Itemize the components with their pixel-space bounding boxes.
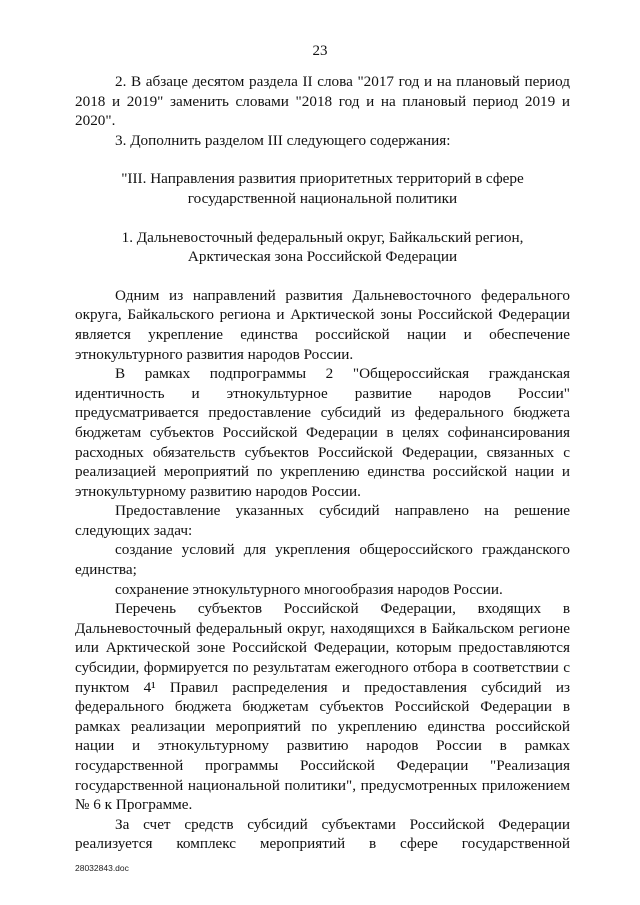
page-number: 23 (312, 43, 328, 59)
document-body (75, 72, 570, 854)
subsection-heading-line-2: Арктическая зона Российской Федерации (187, 248, 458, 266)
body-paragraph: Перечень субъектов Российской Федерации, входящих в Дальневосточный федеральный округ, находящихся в Байкальском регионе или Арктической зоне Российской Федерации, которым предоставляются субсидии, формируется по результатам ежегодного отбора в соответствии с пунктом 4¹ Правил распределения и предоставления субсидий из федерального бюджета бюджетам субъектов Российской Федерации в рамках реализации мероприятий по укреплению единства российской нации и этнокультурному развитию народов России в рамках государственной программы Российской Федерации "Реализация государственной национальной политики", предусмотренных приложением № 6 к Программе. (75, 600, 570, 814)
task-item: создание условий для укрепления общероссийского гражданского единства; (75, 541, 570, 579)
section-heading-line-1: "III. Направления развития приоритетных территорий в сфере (121, 170, 524, 188)
body-paragraph: В рамках подпрограммы 2 "Общероссийская гражданская идентичность и этнокультурное развитие народов России" предусматривается предоставление субсидий из федерального бюджета бюджетам субъектов Российской Федерации в целях софинансирования расходных обязательств субъектов Российской Федерации, связанных с реализацией мероприятий по укреплению единства российской нации и этнокультурному развитию народов России. (75, 365, 570, 500)
section-heading-line-2: государственной национальной политики (187, 189, 458, 207)
amendment-paragraph-3: 3. Дополнить разделом III следующего содержания: (115, 131, 451, 149)
body-paragraph: Предоставление указанных субсидий направлено на решение следующих задач: (75, 502, 570, 539)
subsection-heading-line-1: 1. Дальневосточный федеральный округ, Байкальский регион, (121, 228, 524, 246)
amendment-paragraph-2: 2. В абзаце десятом раздела II слова "2017 год и на плановый период 2018 и 2019" заменить словами "2018 год и на плановый период 2019 и 2020". (75, 73, 570, 130)
task-item: сохранение этнокультурного многообразия народов России. (115, 580, 503, 598)
body-paragraph: Одним из направлений развития Дальневосточного федерального округа, Байкальского региона и Арктической зоны Российской Федерации является укрепление единства российской нации и обеспечение этнокультурного развития народов России. (75, 286, 570, 363)
body-paragraph-continued: За счет средств субсидий субъектами Российской Федерации реализуется комплекс мероприятий в сфере государственной (75, 815, 570, 853)
footer-filename: 28032843.doc (75, 863, 129, 873)
